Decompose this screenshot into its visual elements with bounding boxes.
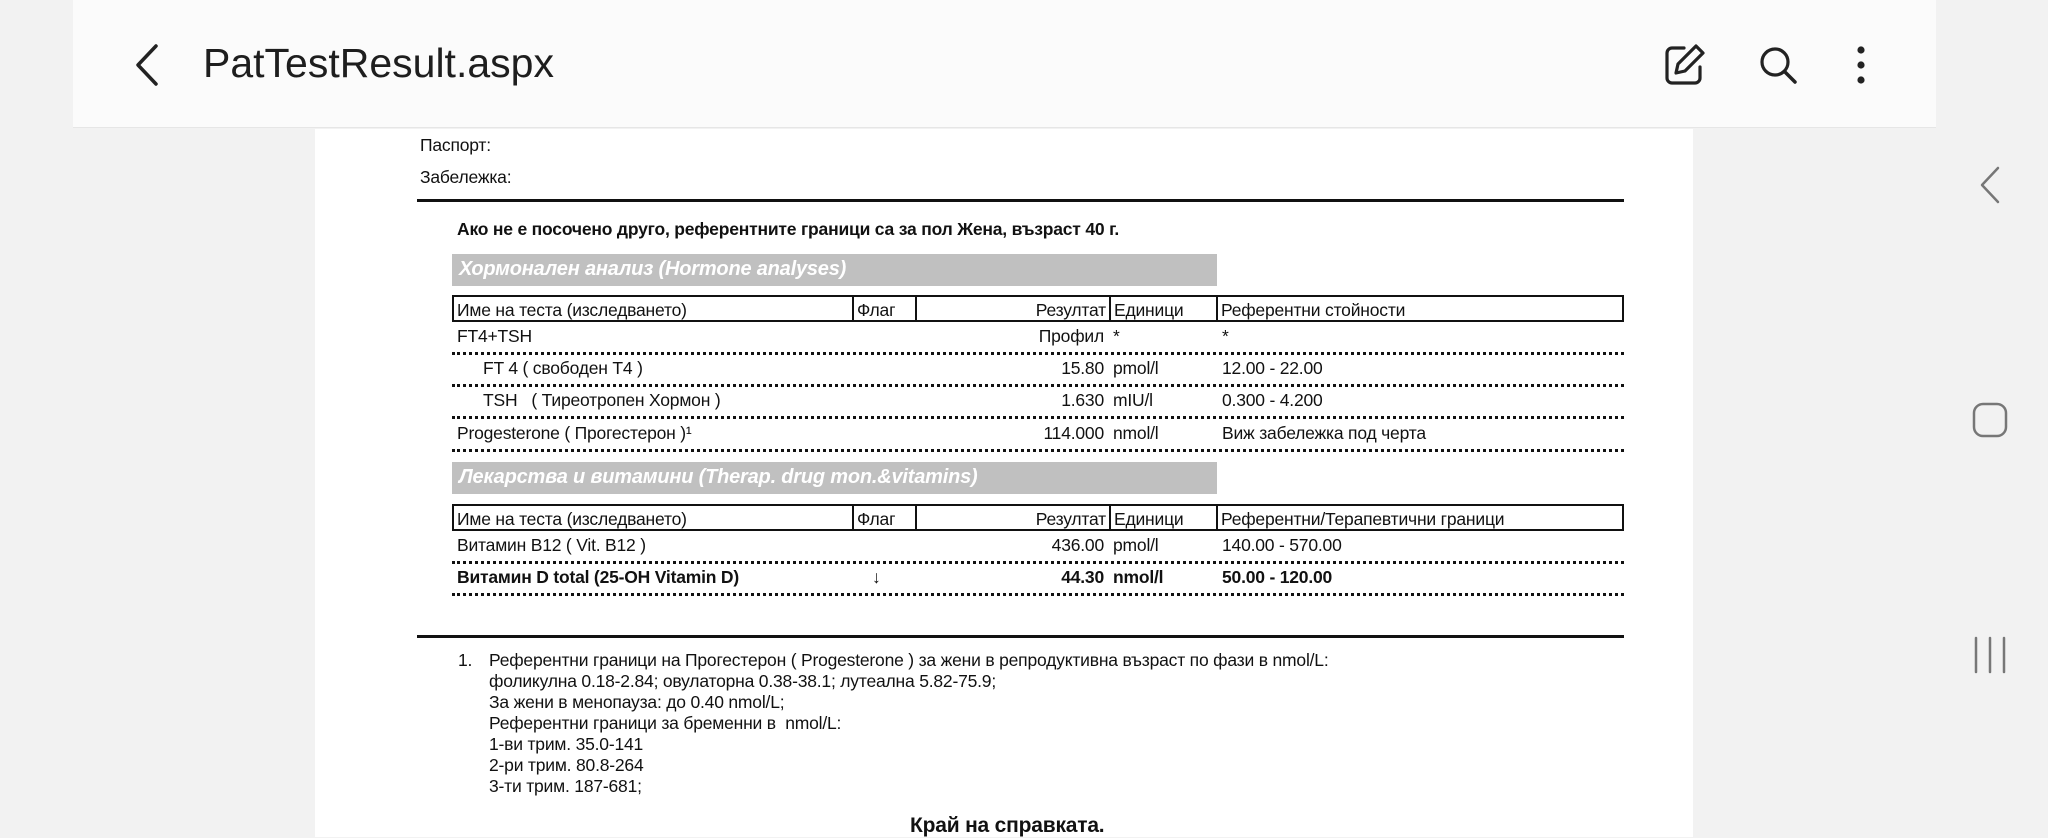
units: * (1113, 326, 1120, 346)
col-units: Единици (1111, 297, 1218, 320)
result: 1.630 (1061, 390, 1104, 410)
col-name: Име на теста (изследването) (454, 297, 854, 320)
end-of-report: Край на справката. (910, 814, 1105, 837)
test-name: FT 4 ( свободен Т4 ) (483, 358, 643, 378)
units: pmol/l (1113, 535, 1159, 555)
reference: 0.300 - 4.200 (1222, 390, 1323, 410)
section-title-hormones: Хормонален анализ (Hormone analyses) (452, 254, 1217, 286)
flag-low-arrow-icon: ↓ (872, 567, 881, 587)
test-name: Progesterone ( Прогестерон )¹ (457, 423, 692, 443)
col-result: Резултат (917, 297, 1111, 320)
more-options-icon[interactable] (1836, 40, 1886, 90)
row-divider (452, 449, 1624, 452)
row-divider (452, 561, 1624, 564)
reference: 12.00 - 22.00 (1222, 358, 1323, 378)
app-bar (73, 0, 1936, 128)
table-header (452, 295, 1624, 322)
footnote-line: Референтни граници на Прогестерон ( Progesterone ) за жени в репродуктивна възраст по фази в nmol/L: (489, 650, 1329, 670)
result: 114.000 (1043, 423, 1104, 443)
edit-icon[interactable] (1660, 40, 1710, 90)
col-name: Име на теста (изследването) (454, 506, 854, 529)
reference-note: Ако не е посочено друго, референтните граници са за пол Жена, възраст 40 г. (457, 219, 1120, 239)
units: nmol/l (1113, 423, 1159, 443)
footnote-line: 3-ти трим. 187-681; (489, 776, 642, 796)
footnote-number: 1. (458, 650, 473, 670)
col-flag: Флаг (854, 297, 917, 320)
col-reference: Референтни/Терапевтични граници (1221, 509, 1505, 529)
result: 44.30 (1061, 567, 1104, 587)
units: pmol/l (1113, 358, 1159, 378)
nav-home-icon[interactable] (1970, 395, 2010, 445)
footnote-line: 2-ри трим. 80.8-264 (489, 755, 644, 775)
row-divider (452, 593, 1624, 596)
test-name: FT4+TSH (457, 326, 532, 346)
passport-label: Паспорт: (420, 135, 491, 155)
nav-back-icon[interactable] (1970, 160, 2010, 210)
col-units: Единици (1111, 506, 1218, 529)
table-header (452, 504, 1624, 531)
row-divider (452, 416, 1624, 419)
search-icon[interactable] (1753, 40, 1803, 90)
divider (417, 635, 1624, 638)
footnote-line: 1-ви трим. 35.0-141 (489, 734, 644, 754)
row-divider (452, 352, 1624, 355)
nav-recents-icon[interactable] (1970, 630, 2010, 680)
col-flag: Флаг (854, 506, 917, 529)
reference: Виж забележка под черта (1222, 423, 1426, 443)
reference: * (1222, 326, 1229, 346)
col-result: Резултат (917, 506, 1111, 529)
result: 15.80 (1061, 358, 1104, 378)
result: Профил (1038, 326, 1104, 346)
footnote-line: За жени в менопауза: до 0.40 nmol/L; (489, 692, 785, 712)
page-title: PatTestResult.aspx (203, 40, 554, 86)
row-divider (452, 384, 1624, 387)
footnote-line: фоликулна 0.18-2.84; овулаторна 0.38-38.1; лутеална 5.82-75.9; (489, 671, 997, 691)
divider (417, 199, 1624, 202)
result: 436.00 (1051, 535, 1104, 555)
back-arrow-icon[interactable] (128, 40, 168, 90)
section-title-vitamins: Лекарства и витамини (Therap. drug mon.&vitamins) (452, 462, 1217, 494)
reference: 140.00 - 570.00 (1222, 535, 1342, 555)
test-name: TSH ( Тиреотропен Хормон ) (483, 390, 721, 410)
footnote-line: Референтни граници за бременни в nmol/L: (489, 713, 842, 733)
note-label: Забележка: (420, 167, 512, 187)
test-name: Витамин B12 ( Vit. B12 ) (457, 535, 646, 555)
units: nmol/l (1113, 567, 1164, 587)
reference: 50.00 - 120.00 (1222, 567, 1333, 587)
units: mIU/l (1113, 390, 1153, 410)
test-name: Витамин D total (25-OH Vitamin D) (457, 567, 739, 587)
col-reference: Референтни стойности (1221, 300, 1406, 320)
